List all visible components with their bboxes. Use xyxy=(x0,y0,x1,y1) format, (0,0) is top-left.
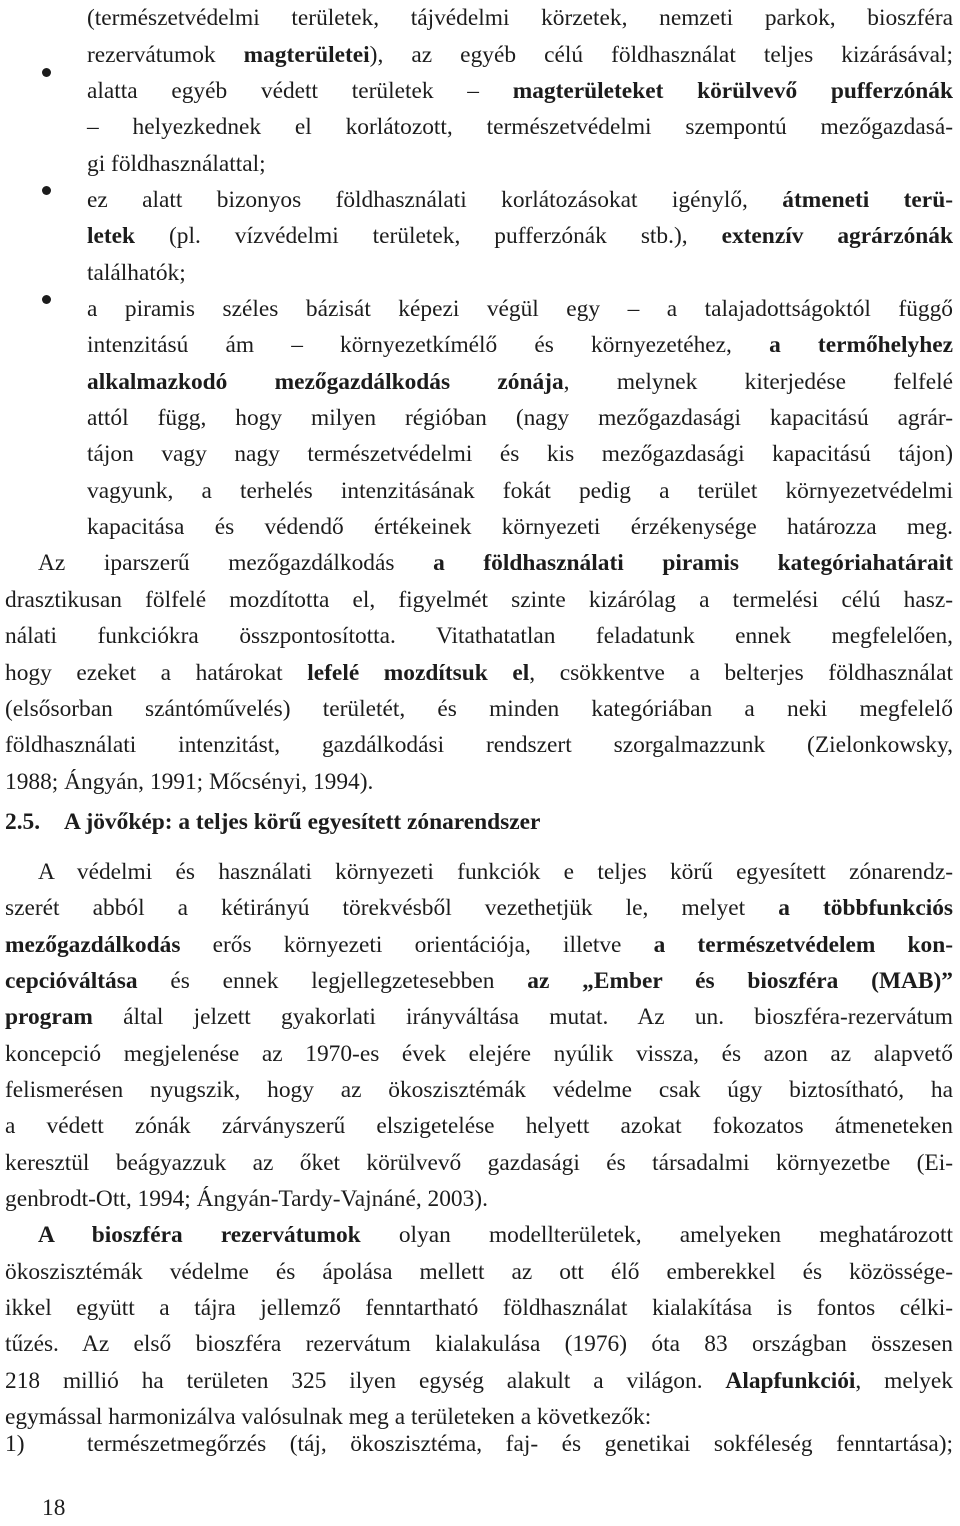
text-line xyxy=(87,291,953,327)
text-line xyxy=(5,1108,953,1144)
bold-text: lefelé mozdítsuk el xyxy=(307,660,530,686)
text-span: alatta egyéb védett területek – xyxy=(87,78,513,104)
text-line xyxy=(5,727,953,763)
text-span: tűzés. Az első bioszféra rezervátum kialakulása (1976) óta 83 országban összesen xyxy=(5,1331,953,1357)
text-line xyxy=(87,400,953,436)
text-line xyxy=(5,1254,953,1290)
bold-text: A bioszféra rezervátumok xyxy=(38,1222,361,1248)
text-span: intenzitású ám – környezetkímélő és környezetéhez, xyxy=(87,332,770,358)
text-line xyxy=(87,73,953,109)
text-line xyxy=(87,146,953,182)
text-span: , melynek kiterjedése felfelé xyxy=(563,369,953,395)
text-span: 218 millió ha területen 325 ilyen egység alakult a világon. xyxy=(5,1368,726,1394)
bullet-2 xyxy=(42,186,51,195)
text-span: ikkel együtt a tájra jellemző fenntartható földhasználat kialakítása is fontos célki- xyxy=(5,1295,953,1321)
section-number: 2.5. xyxy=(5,809,41,835)
bold-text: alkalmazkodó mezőgazdálkodás zónája xyxy=(87,369,564,395)
text-line xyxy=(87,473,953,509)
bullet-1 xyxy=(42,68,51,77)
text-span: földhasználati intenzitást, gazdálkodási rendszert szorgalmazzunk (Zielonkowsky, xyxy=(5,732,953,758)
text-span: A védelmi és használati környezeti funkciók e teljes körű egyesített zónarendz- xyxy=(38,859,953,885)
text-span: kapacitása és védendő értékeinek környezeti érzékenysége határozza meg. xyxy=(87,514,953,540)
text-line xyxy=(87,37,953,73)
text-span: erős környezeti orientációja, illetve xyxy=(180,932,654,958)
bold-text: magterületei xyxy=(243,42,370,68)
bold-text: a többfunkciós xyxy=(778,895,953,921)
text-line xyxy=(5,1145,953,1181)
text-span: genbrodt-Ott, 1994; Ángyán-Tardy-Vajnáné, 2003). xyxy=(5,1186,488,1212)
text-line xyxy=(87,218,953,254)
text-line xyxy=(5,1036,953,1072)
text-span: és ennek legjellegzetesebben xyxy=(137,968,528,994)
text-span: ez alatt bizonyos földhasználati korlátozásokat igénylő, xyxy=(87,187,783,213)
text-line xyxy=(38,854,953,890)
text-line xyxy=(87,109,953,145)
bold-text: magterületeket körülvevő pufferzónák xyxy=(512,78,953,104)
text-line xyxy=(87,509,953,545)
text-line xyxy=(38,545,953,581)
text-span: ), az egyéb célú földhasználat teljes kizárásával; xyxy=(369,42,953,68)
text-span: koncepció megjelenése az 1970-es évek elejére nyúlik vissza, és azon az alapvető xyxy=(5,1041,953,1067)
text-span: természetmegőrzés (táj, ökoszisztéma, faj- és genetikai sokféleség fenntartása); xyxy=(87,1431,953,1457)
bold-text: Alapfunkciói xyxy=(725,1368,856,1394)
text-line xyxy=(5,1072,953,1108)
list-item-number: 1) xyxy=(5,1431,25,1457)
text-line xyxy=(87,1426,953,1462)
text-line xyxy=(5,764,953,800)
bold-text: a földhasználati piramis kategóriahatárait xyxy=(433,550,953,576)
text-line xyxy=(5,582,953,618)
text-span: nálati funkciókra összpontosította. Vitathatatlan feladatunk ennek megfelelően, xyxy=(5,623,953,649)
bullet-3 xyxy=(42,295,51,304)
text-span: által jelzett gyakorlati irányváltása mutat. Az un. bioszféra-rezervátum xyxy=(92,1004,953,1030)
text-span: (pl. vízvédelmi területek, pufferzónák stb.), xyxy=(135,223,722,249)
text-span: hogy ezeket a határokat xyxy=(5,660,308,686)
text-span: 1988; Ángyán, 1991; Mőcsényi, 1994). xyxy=(5,769,374,795)
bold-text: a természetvédelem kon- xyxy=(653,932,953,958)
text-line xyxy=(87,182,953,218)
text-span: drasztikusan fölfelé mozdította el, figyelmét szinte kizárólag a termelési célú hasz- xyxy=(5,587,953,613)
text-span: (elsősorban szántóművelés) területét, és minden kategóriában a neki megfelelő xyxy=(5,696,953,722)
text-line xyxy=(5,655,953,691)
section-title: A jövőkép: a teljes körű egyesített zónarendszer xyxy=(64,809,541,835)
text-span: tájon vagy nagy természetvédelmi és kis mezőgazdasági kapacitású tájon) xyxy=(87,441,953,467)
text-span: ökoszisztémák védelme és ápolása mellett az ott élő emberekkel és közössége- xyxy=(5,1259,953,1285)
bold-text: cepcióváltása xyxy=(5,968,138,994)
text-span: olyan modellterületek, amelyeken meghatározott xyxy=(360,1222,953,1248)
text-span: (természetvédelmi területek, tájvédelmi körzetek, nemzeti parkok, bioszféra xyxy=(87,5,953,31)
bold-text: letek xyxy=(87,223,136,249)
page-number: 18 xyxy=(42,1495,66,1521)
text-line xyxy=(87,327,953,363)
text-span: felismerésen nyugszik, hogy az ökoszisztémák védelme csak úgy biztosítható, ha xyxy=(5,1077,953,1103)
text-line xyxy=(5,927,953,963)
text-line xyxy=(87,0,953,36)
text-span: , csökkentve a belterjes földhasználat xyxy=(529,660,953,686)
text-span: rezervátumok xyxy=(87,42,244,68)
bold-text: a termőhelyhez xyxy=(769,332,953,358)
text-span: Az iparszerű mezőgazdálkodás xyxy=(38,550,434,576)
bold-text: program xyxy=(5,1004,93,1030)
text-line xyxy=(5,691,953,727)
text-span: a védett zónák zárványszerű elszigetelése helyett azokat fokozatos átmeneteken xyxy=(5,1113,953,1139)
text-line xyxy=(5,999,953,1035)
text-line xyxy=(5,1290,953,1326)
text-line xyxy=(5,1363,953,1399)
bold-text: az „Ember és bioszféra (MAB)” xyxy=(527,968,953,994)
text-line xyxy=(87,255,953,291)
text-span: szerét abból a kétirányú törekvésből vezethetjük le, melyet xyxy=(5,895,779,921)
text-line xyxy=(5,963,953,999)
text-span: egymással harmonizálva valósulnak meg a területeken a következők: xyxy=(5,1404,652,1430)
text-span: keresztül beágyazzuk az őket körülvevő gazdasági és társadalmi környezetbe (Ei- xyxy=(5,1150,953,1176)
text-line xyxy=(5,1326,953,1362)
text-line xyxy=(87,436,953,472)
text-line xyxy=(38,1217,953,1253)
bold-text: extenzív agrárzónák xyxy=(721,223,953,249)
text-span: – helyezkednek el korlátozott, természetvédelmi szempontú mezőgazdasá- xyxy=(87,114,953,140)
text-span: találhatók; xyxy=(87,260,186,286)
text-span: a piramis széles bázisát képezi végül egy – a talajadottságoktól függő xyxy=(87,296,953,322)
bold-text: mezőgazdálkodás xyxy=(5,932,181,958)
text-span: attól függ, hogy milyen régióban (nagy mezőgazdasági kapacitású agrár- xyxy=(87,405,953,431)
text-line xyxy=(87,364,953,400)
text-span: vagyunk, a terhelés intenzitásának fokát pedig a terület környezetvédelmi xyxy=(87,478,953,504)
text-line xyxy=(5,618,953,654)
bold-text: átmeneti terü- xyxy=(782,187,953,213)
text-span: , melyek xyxy=(855,1368,953,1394)
text-line xyxy=(5,890,953,926)
text-span: gi földhasználattal; xyxy=(87,151,266,177)
text-line xyxy=(5,1181,953,1217)
